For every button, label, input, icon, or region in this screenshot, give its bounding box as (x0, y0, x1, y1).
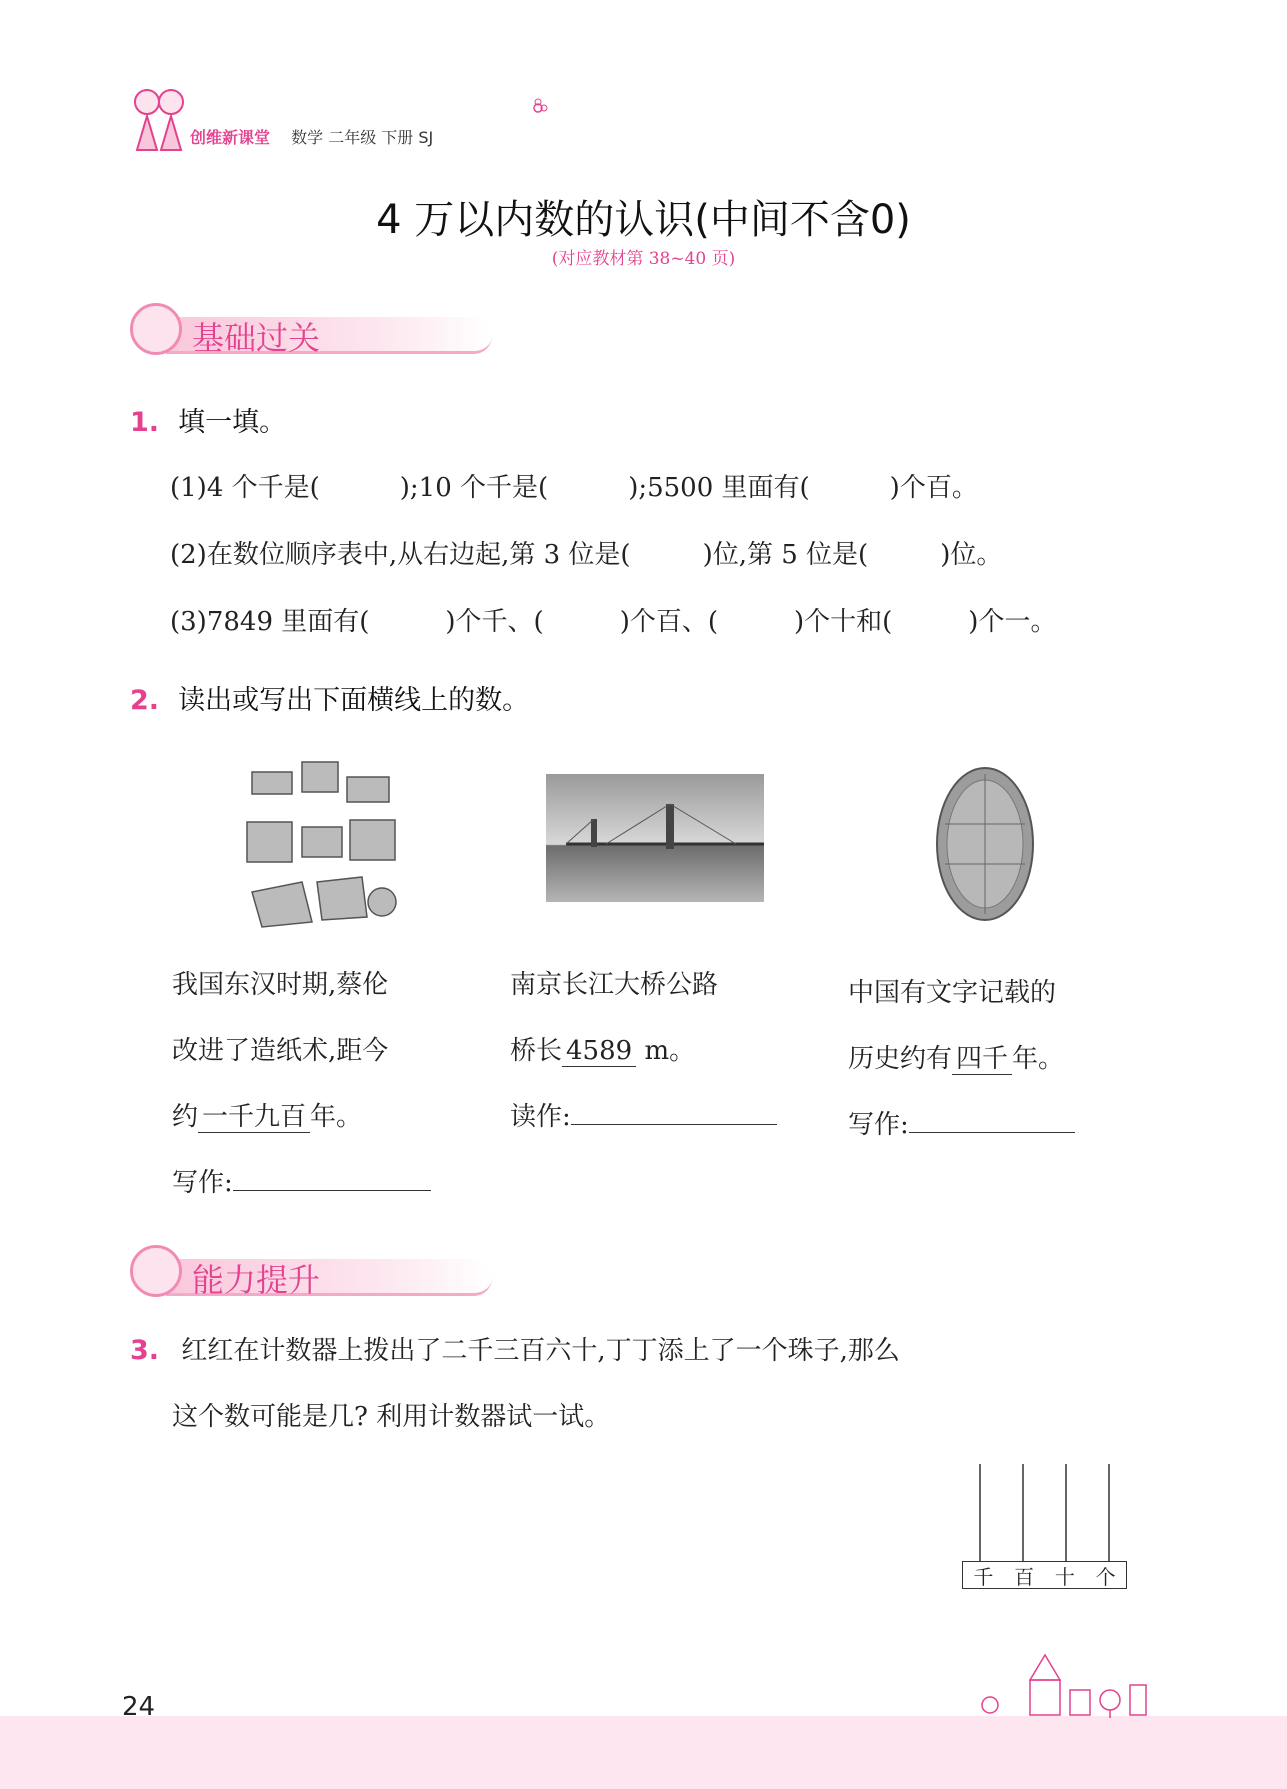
text-segment: )个一。 (968, 607, 1057, 637)
question-3-line-2: 这个数可能是几? 利用计数器试一试。 (172, 1402, 611, 1432)
text-segment: )个百、( (619, 607, 718, 637)
section-title: 基础过关 (192, 319, 321, 357)
text-segment: )位。 (940, 540, 1003, 570)
section-banner-basic (130, 303, 500, 357)
caption-line (172, 1150, 431, 1216)
write-label: 写作: (172, 1168, 233, 1198)
lesson-title: 4 万以内数的认识(中间不含0) (376, 197, 911, 243)
question-1-line-1 (170, 467, 978, 504)
kids-logo-icon (125, 84, 195, 154)
text-segment: 年。 (310, 1102, 363, 1132)
place-label-ones: 个 (1095, 1564, 1116, 1589)
question-1-line-3 (170, 601, 1056, 638)
caption-line: 我国东汉时期,蔡伦 (172, 970, 389, 1000)
caption-bridge (510, 952, 777, 1150)
caption-line (510, 1084, 777, 1150)
page-number: 24 (122, 1692, 156, 1722)
question-number: 1. (130, 407, 160, 438)
header-line (190, 125, 433, 148)
write-label: 写作: (848, 1110, 909, 1140)
papermaking-illustration (242, 742, 402, 932)
text-segment: 桥长 (510, 1036, 563, 1066)
answer-line[interactable] (233, 1189, 431, 1191)
boy-avatar-icon (130, 1245, 182, 1297)
question-1-heading (130, 400, 286, 439)
caption-line (172, 1084, 431, 1150)
text-segment: )个百。 (889, 473, 978, 503)
text-segment: m。 (636, 1036, 696, 1066)
underlined-number: 一千九百 (198, 1102, 310, 1133)
question-text: 红红在计数器上拨出了二千三百六十,丁丁添上了一个珠子,那么 (181, 1336, 900, 1366)
underlined-number: 四千 (952, 1044, 1012, 1075)
text-segment: )个千、( (445, 607, 544, 637)
question-text: 读出或写出下面横线上的数。 (178, 685, 530, 716)
text-segment: );10 个千是( (399, 473, 549, 503)
text-segment: 历史约有 (848, 1044, 953, 1074)
underlined-number: 4589 (562, 1036, 636, 1067)
text-segment: 年。 (1012, 1044, 1065, 1074)
brand-name: 创维新课堂 (190, 128, 271, 147)
oracle-bone-shell-illustration (930, 764, 1040, 924)
place-label-tens: 十 (1054, 1564, 1075, 1589)
girl-avatar-icon (130, 303, 182, 355)
section-banner-advanced (130, 1245, 500, 1299)
caption-line: 改进了造纸术,距今 (172, 1036, 389, 1066)
bridge-photo (546, 774, 764, 902)
place-label-thousands: 千 (973, 1564, 994, 1589)
text-segment: (2)在数位顺序表中,从右边起,第 3 位是( (170, 540, 631, 570)
question-number: 2. (130, 685, 160, 716)
flower-icon (528, 98, 548, 118)
castle-icon (960, 1650, 1160, 1720)
caption-writing-history (848, 960, 1075, 1158)
text-segment: );5500 里面有( (628, 473, 810, 503)
answer-line[interactable] (909, 1131, 1075, 1133)
section-title: 能力提升 (192, 1261, 321, 1299)
caption-papermaking (172, 952, 431, 1216)
read-label: 读作: (510, 1102, 571, 1132)
caption-line: 南京长江大桥公路 (510, 970, 719, 1000)
question-1-line-2 (170, 534, 1002, 571)
caption-line (848, 1026, 1075, 1092)
place-label-hundreds: 百 (1014, 1564, 1035, 1589)
text-segment: 约 (172, 1102, 199, 1132)
question-3-line-1 (130, 1330, 900, 1367)
caption-line (510, 1018, 777, 1084)
text-segment: (3)7849 里面有( (170, 607, 370, 637)
question-2-heading (130, 678, 529, 717)
caption-line (848, 1092, 1075, 1158)
bridge-icon (546, 774, 764, 902)
text-segment: (1)4 个千是( (170, 473, 320, 503)
text-segment: )位,第 5 位是( (702, 540, 869, 570)
subject-line: 数学 二年级 下册 SJ (291, 128, 434, 147)
caption-line: 中国有文字记载的 (848, 978, 1057, 1008)
answer-line[interactable] (571, 1123, 777, 1125)
question-text: 填一填。 (178, 407, 287, 438)
footer-band (0, 1716, 1287, 1789)
question-number: 3. (130, 1335, 160, 1366)
textbook-reference: (对应教材第 38~40 页) (551, 249, 736, 269)
text-segment: )个十和( (794, 607, 893, 637)
abacus-place-labels (962, 1561, 1127, 1589)
